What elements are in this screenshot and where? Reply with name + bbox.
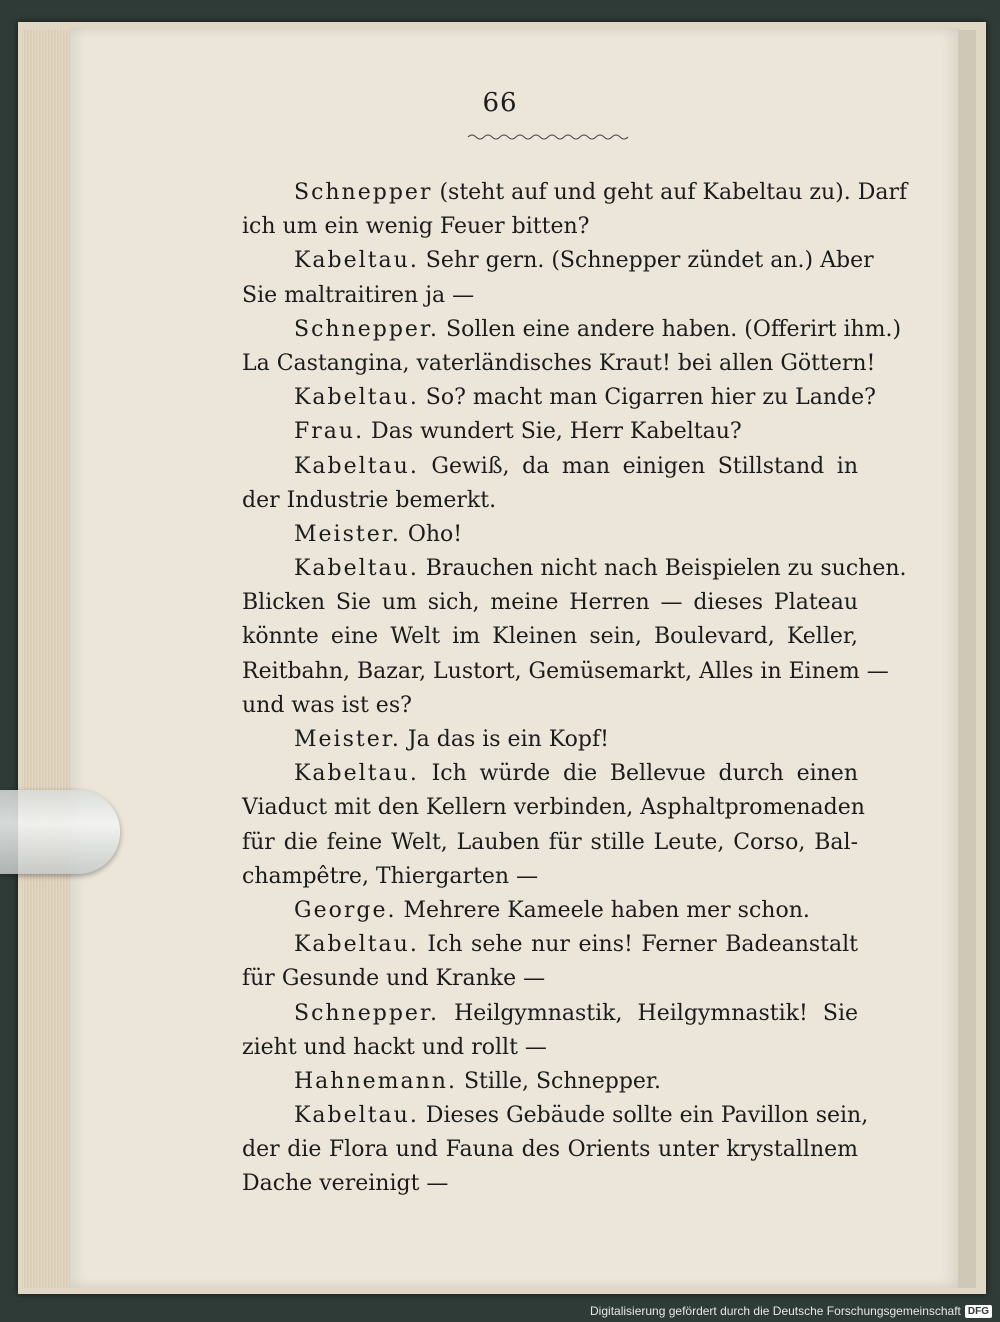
ornament-rule [468,132,628,142]
text-line [242,757,858,791]
line-tail: Darf [850,180,908,205]
speaker-name: Kabeltau. [294,453,419,479]
speaker-name: Schnepper. [294,1000,440,1026]
footer-text: Digitalisierung gefördert durch die Deutsche Forschungsgemeinschaft [590,1304,961,1318]
line-text: Ich sehe nur eins! Ferner Badeanstalt [418,932,858,958]
line-text: für die feine Welt, Lauben für stille Leute, Corso, Bal- [242,829,858,855]
speaker-name: Hahnemann. [294,1068,457,1094]
page-number: 66 [482,88,518,118]
text-line [242,620,858,654]
line-text: Ja das is ein Kopf! [400,727,609,752]
text-line [242,826,858,860]
line-text: für Gesunde und Kranke — [242,966,546,992]
speaker-name: Kabeltau. [294,385,419,411]
line-tail: (Offerirt ihm.) [737,316,902,342]
text-line [242,997,858,1031]
line-text: zieht und hackt und rollt — [242,1034,547,1060]
speaker-name: Meister. [294,521,401,547]
line-text: der Industrie bemerkt. [242,487,497,513]
text-line [242,723,858,757]
line-text: Oho! [400,521,463,547]
speaker-name: Kabeltau. [294,932,419,958]
line-text: Gewiß, da man einigen Stillstand in [418,453,858,479]
speaker-name: Kabeltau. [294,556,419,582]
text-line [242,655,889,689]
text-line [242,962,858,996]
line-text: Brauchen nicht nach Beispielen zu suchen. [418,556,907,582]
line-text: Dieses Gebäude sollte ein Pavillon sein, [418,1103,869,1129]
text-line [242,1065,858,1099]
right-page-edge [958,30,976,1288]
speaker-name: Schnepper. [294,316,440,342]
line-text: Ich würde die Bellevue durch einen [418,761,858,787]
line-text: Reitbahn, Bazar, Lustort, Gemüsemarkt, Alles in Einem — [242,658,889,684]
line-text: La Castangina, vaterländisches Kraut! bei allen Göttern! [242,350,876,376]
line-text: Viaduct mit den Kellern verbinden, Asphaltpromenaden [242,795,865,821]
speaker-name: Meister. [294,727,401,752]
text-line [242,894,858,928]
line-text: Heilgymnastik, Heilgymnastik! Sie [439,1000,858,1026]
text-line [242,552,907,586]
line-text: ich um ein wenig Feuer bitten? [242,214,590,240]
footer [590,1304,992,1318]
play-text [242,176,908,1202]
line-text: Mehrere Kameele haben mer schon. [396,897,810,923]
line-text: Sehr gern. (Schnepper zündet an.) [418,248,814,274]
line-text: könnte eine Welt im Kleinen sein, Boulevard, Keller, [242,624,858,650]
dfg-logo: DFG [965,1305,992,1318]
text-line [242,1099,869,1133]
line-text: Blicken Sie um sich, meine Herren — dieses Plateau [242,590,858,616]
page-clip [0,790,120,874]
line-text: champêtre, Thiergarten — [242,863,539,889]
speaker-name: George. [294,897,397,923]
text-line [242,244,874,278]
text-line [242,518,858,552]
text-line [242,689,858,723]
text-line [242,313,902,347]
text-line [242,176,908,210]
line-text: Das wundert Sie, Herr Kabeltau? [364,419,742,445]
text-line [242,928,858,962]
text-line [242,791,865,825]
line-text: (steht auf und geht auf Kabeltau zu). [432,180,851,205]
text-line [242,415,858,449]
speaker-name: Frau. [294,419,365,445]
text-line [242,1133,858,1167]
text-line [242,1031,858,1065]
text-line [242,1167,858,1201]
text-line [242,860,858,894]
speaker-name: Kabeltau. [294,1103,419,1129]
text-line [242,347,876,381]
line-text: Sollen eine andere haben. [439,316,738,342]
line-text: So? macht man Cigarren hier zu Lande? [418,385,876,411]
text-line [242,210,858,244]
line-text: Sie maltraitiren ja — [242,282,475,308]
line-text: und was ist es? [242,692,412,718]
speaker-name: Schnepper [294,180,433,205]
text-line [242,586,858,620]
line-text: Stille, Schnepper. [456,1068,662,1094]
text-line [242,484,858,518]
text-line [242,279,858,313]
line-tail: Aber [813,248,874,274]
line-text: Dache vereinigt — [242,1171,449,1197]
page-edges [22,30,72,1288]
speaker-name: Kabeltau. [294,248,419,274]
line-text: der die Flora und Fauna des Orients unter krystallnem [242,1137,858,1163]
speaker-name: Kabeltau. [294,761,419,787]
text-line [242,450,858,484]
text-line [242,381,876,415]
